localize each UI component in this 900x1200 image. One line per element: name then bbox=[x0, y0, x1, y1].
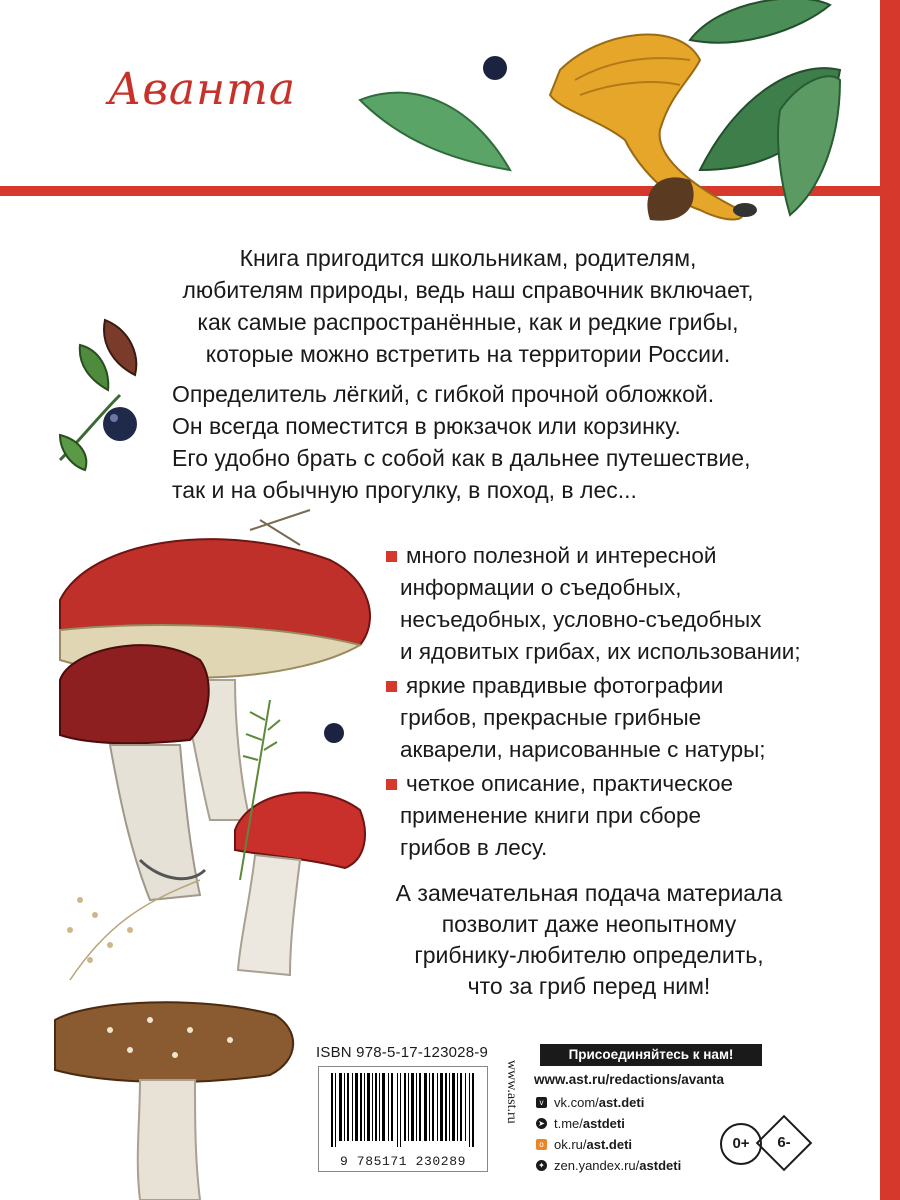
barcode-bars bbox=[331, 1073, 475, 1147]
social-handle: ast.deti bbox=[598, 1095, 645, 1110]
intro-paragraph bbox=[168, 242, 768, 370]
social-link-telegram[interactable] bbox=[534, 1113, 744, 1134]
odnoklassniki-icon: o bbox=[536, 1139, 547, 1150]
benefit-line: акварели, нарисованные с натуры; bbox=[400, 737, 766, 762]
right-red-edge bbox=[880, 0, 900, 1200]
social-handle: astdeti bbox=[582, 1116, 625, 1131]
barcode-digits: 9 785171 230289 bbox=[339, 1154, 467, 1169]
intro-line: которые можно встретить на территории России. bbox=[205, 341, 731, 367]
social-handle: astdeti bbox=[639, 1158, 682, 1173]
twigs bbox=[250, 510, 310, 545]
bullet-square-icon bbox=[386, 551, 397, 562]
closing-paragraph bbox=[384, 878, 794, 1002]
age-rating-six-label: 6- bbox=[777, 1134, 791, 1151]
social-links bbox=[534, 1092, 744, 1176]
intro-line: любителям природы, ведь наш справочник включает, bbox=[182, 277, 754, 303]
social-link-vk[interactable] bbox=[534, 1092, 744, 1113]
russula-large bbox=[60, 539, 370, 820]
benefit-line: применение книги при сборе bbox=[400, 803, 702, 828]
bullet-square-icon bbox=[386, 681, 397, 692]
benefit-line: четкое описание, практическое bbox=[406, 771, 733, 796]
bullet-square-icon bbox=[386, 779, 397, 790]
publisher-logo: Аванта bbox=[108, 64, 297, 115]
barcode bbox=[318, 1066, 488, 1172]
social-handle: ast.deti bbox=[586, 1137, 633, 1152]
features-line: так и на обычную прогулку, в поход, в лес... bbox=[172, 477, 637, 503]
vk-icon: v bbox=[536, 1097, 547, 1108]
closing-line: что за гриб перед ним! bbox=[467, 973, 711, 999]
social-link-zen[interactable] bbox=[534, 1155, 744, 1176]
telegram-icon: ➤ bbox=[536, 1118, 547, 1129]
berry-small bbox=[324, 723, 344, 743]
publisher-site-text: www.ast.ru bbox=[504, 1060, 519, 1124]
publisher-site-vertical bbox=[497, 1062, 521, 1162]
benefit-line: и ядовитых грибах, их использовании; bbox=[400, 639, 801, 664]
benefit-line: грибов в лесу. bbox=[400, 835, 548, 860]
social-link-ok[interactable] bbox=[534, 1134, 744, 1155]
features-line: Он всегда поместится в рюкзачок или корзинку. bbox=[172, 413, 681, 439]
benefit-line: яркие правдивые фотографии bbox=[406, 673, 724, 698]
brown-mushroom bbox=[55, 1002, 293, 1200]
social-prefix: t.me/ bbox=[554, 1116, 583, 1131]
social-prefix: vk.com/ bbox=[554, 1095, 599, 1110]
berry-sprig bbox=[60, 320, 137, 470]
benefit-item bbox=[384, 768, 784, 864]
intro-line: Книга пригодится школьникам, родителям, bbox=[239, 245, 697, 271]
closing-line: грибнику-любителю определить, bbox=[414, 942, 764, 968]
benefit-line: несъедобных, условно-съедобных bbox=[400, 607, 762, 632]
benefit-line: много полезной и интересной bbox=[406, 543, 717, 568]
social-prefix: zen.yandex.ru/ bbox=[554, 1158, 640, 1173]
closing-line: А замечательная подача материала bbox=[395, 880, 783, 906]
russula-small bbox=[235, 793, 365, 975]
zen-icon: ✦ bbox=[536, 1160, 547, 1171]
join-us-heading: Присоединяйтесь к нам! bbox=[540, 1044, 762, 1066]
benefit-line: информации о съедобных, bbox=[400, 575, 682, 600]
intro-line: как самые распространённые, как и редкие грибы, bbox=[197, 309, 739, 335]
features-line: Его удобно брать с собой как в дальнее путешествие, bbox=[172, 445, 751, 471]
benefit-item bbox=[384, 670, 784, 766]
features-line: Определитель лёгкий, с гибкой прочной обложкой. bbox=[172, 381, 715, 407]
grass-seeds bbox=[67, 880, 200, 980]
social-prefix: ok.ru/ bbox=[554, 1137, 587, 1152]
isbn-label: ISBN 978-5-17-123028-9 bbox=[316, 1044, 489, 1061]
benefit-item bbox=[384, 540, 801, 668]
moss-sprig bbox=[240, 700, 280, 880]
age-rating-zero: 0+ bbox=[720, 1123, 762, 1165]
closing-line: позволит даже неопытному bbox=[441, 911, 737, 937]
features-paragraph bbox=[172, 378, 792, 506]
benefit-line: грибов, прекрасные грибные bbox=[400, 705, 702, 730]
publisher-url[interactable]: www.ast.ru/redactions/avanta bbox=[534, 1072, 725, 1087]
benefits-list bbox=[384, 540, 801, 866]
russula-medium bbox=[60, 645, 209, 900]
age-rating-six bbox=[756, 1115, 813, 1172]
